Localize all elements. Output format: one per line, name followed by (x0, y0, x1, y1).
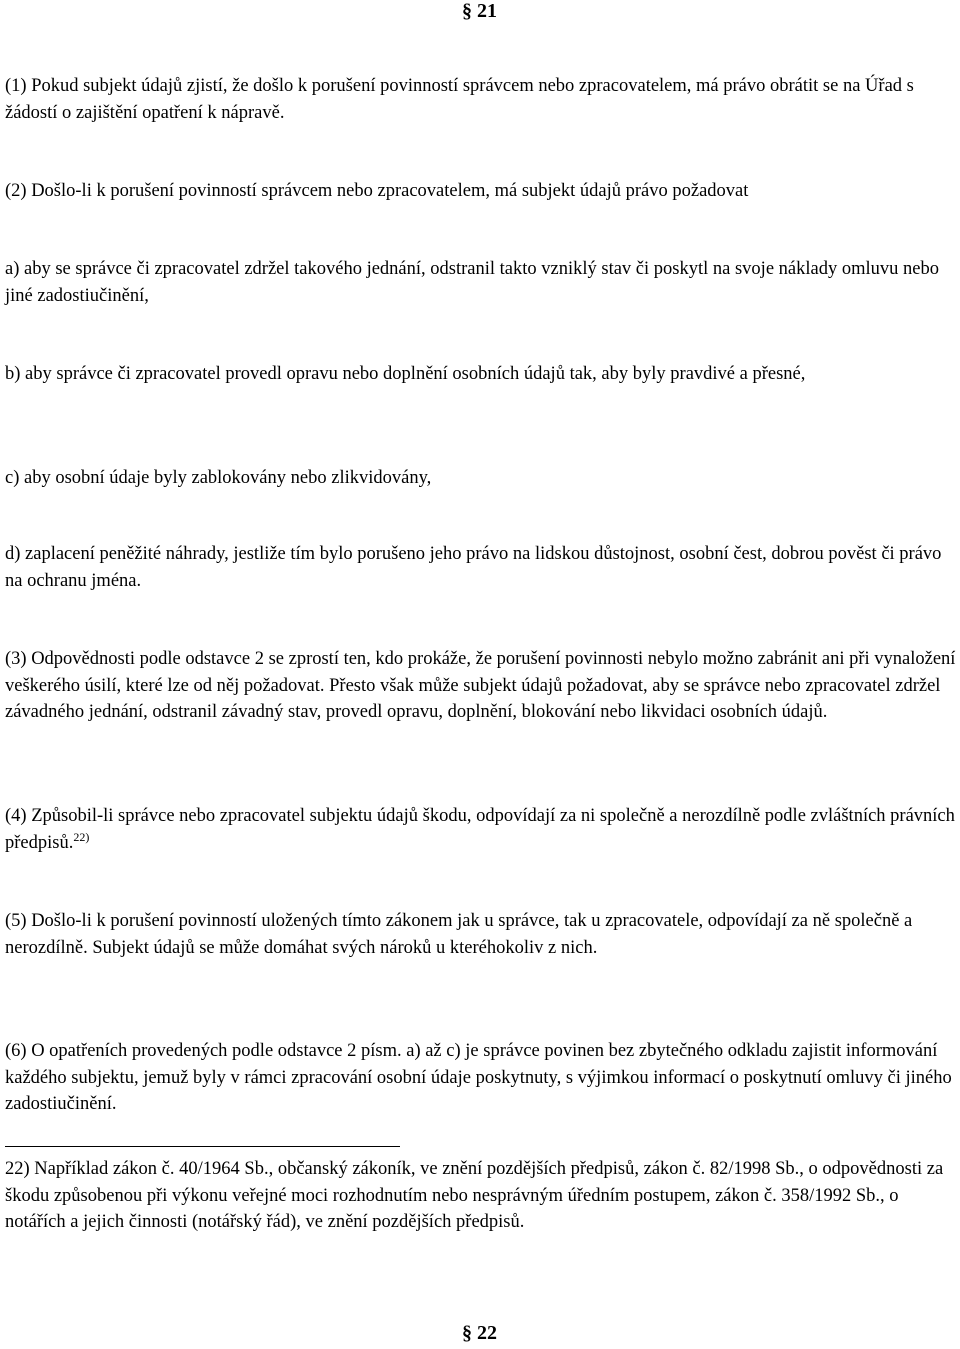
footnote-separator (5, 1146, 400, 1147)
paragraph-3: (3) Odpovědnosti podle odstavce 2 se zprostí ten, kdo prokáže, že porušení povinnosti nebylo možno zabránit ani při vynaložení veškerého úsilí, které lze od něj požadovat. Přesto však může subjekt údajů požadovat, aby se správce nebo zpracovatel zdržel závadného jednání, odstranil závadný stav, provedl opravu, doplnění, blokování nebo likvidaci osobních údajů. (5, 649, 956, 722)
paragraph-4 (5, 803, 957, 856)
paragraph-6: (6) O opatřeních provedených podle odstavce 2 písm. a) až c) je správce povinen bez zbytečného odkladu zajistit informování každého subjektu, jemuž byly v rámci zpracování osobní údaje poskytnuty, s výjimkou informací o poskytnutí omluvy či jiného zadostiučinění. (5, 1041, 952, 1114)
footnote-22: 22) Například zákon č. 40/1964 Sb., občanský zákoník, ve znění pozdějších předpisů, zákon č. 82/1998 Sb., o odpovědnosti za škodu způsobenou při výkonu veřejné moci rozhodnutím nebo nesprávným úředním postupem, zákon č. 358/1992 Sb., o notářích a jejich činnosti (notářský řád), ve znění pozdějších předpisů. (5, 1159, 944, 1232)
paragraph-1: (1) Pokud subjekt údajů zjistí, že došlo k porušení povinností správcem nebo zpracovatelem, má právo obrátit se na Úřad s žádostí o zajištění opatření k nápravě. (5, 76, 914, 123)
section-heading-22: § 22 (462, 1322, 497, 1344)
paragraph-4-text: (4) Způsobil-li správce nebo zpracovatel subjektu údajů škodu, odpovídají za ni společně a nerozdílně podle zvláštních právních předpisů. (5, 806, 955, 853)
footnote-reference-22: 22) (73, 829, 90, 844)
list-item-a: a) aby se správce či zpracovatel zdržel takového jednání, odstranil takto vzniklý stav či poskytl na svoje náklady omluvu nebo jiné zadostiučinění, (5, 259, 939, 306)
list-item-b: b) aby správce či zpracovatel provedl opravu nebo doplnění osobních údajů tak, aby byly pravdivé a přesné, (5, 364, 806, 384)
section-heading-21: § 21 (462, 0, 497, 22)
paragraph-5: (5) Došlo-li k porušení povinností uložených tímto zákonem jak u správce, tak u zpracovatele, odpovídají za ně společně a nerozdílně. Subjekt údajů se může domáhat svých nároků u kteréhokoliv z nich. (5, 911, 913, 958)
list-item-d: d) zaplacení peněžité náhrady, jestliže tím bylo porušeno jeho právo na lidskou důstojnost, osobní čest, dobrou pověst či právo na ochranu jména. (5, 544, 942, 591)
list-item-c: c) aby osobní údaje byly zablokovány nebo zlikvidovány, (5, 468, 432, 488)
paragraph-2: (2) Došlo-li k porušení povinností správcem nebo zpracovatelem, má subjekt údajů právo požadovat (5, 181, 749, 201)
